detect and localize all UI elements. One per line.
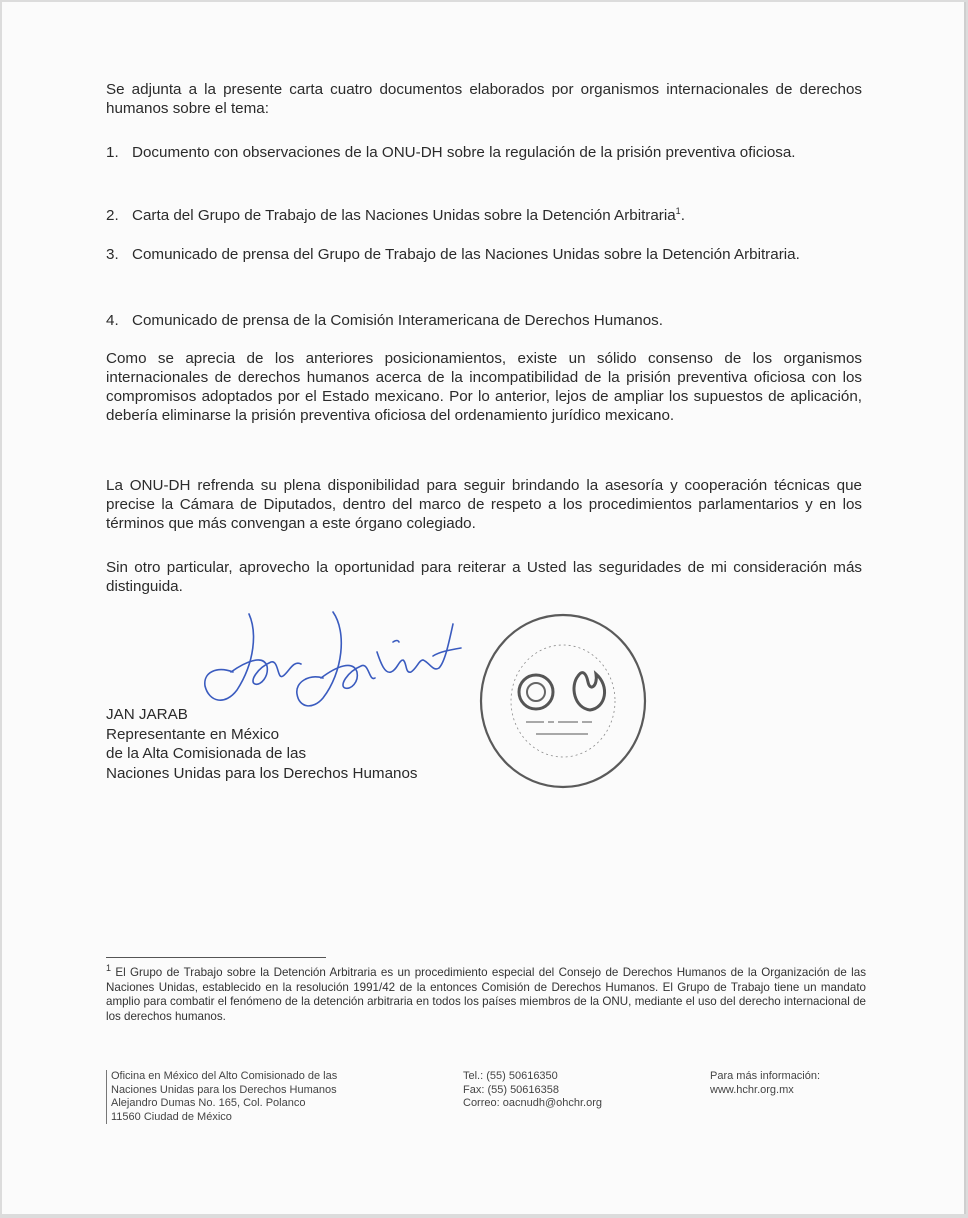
list-item-text: Comunicado de prensa del Grupo de Trabajo de las Naciones Unidas sobre la Detención Arbitraria. <box>132 246 800 263</box>
list-item-number: 4. <box>106 312 119 329</box>
footer-contact <box>463 1070 683 1111</box>
footer-address-line: 11560 Ciudad de México <box>111 1110 232 1123</box>
official-seal <box>478 612 648 790</box>
footer-phone: Tel.: (55) 50616350 <box>463 1070 558 1082</box>
list-item <box>106 245 862 264</box>
footnote-marker: 1 <box>106 963 112 974</box>
list-item-text <box>132 206 862 225</box>
signatory-title-line: Representante en México <box>106 725 280 743</box>
availability-paragraph: La ONU-DH refrenda su plena disponibilidad para seguir brindando la asesoría y cooperación técnicas que precise la Cámara de Diputados, dentro del marco de respeto a los procedimientos parlamentarios y en los términos que más convengan a este órgano colegiado. <box>106 477 862 532</box>
footer-address-line: Alejandro Dumas No. 165, Col. Polanco <box>111 1097 306 1109</box>
list-item <box>106 206 862 225</box>
footnote-reference: 1 <box>675 205 681 216</box>
list-item <box>106 143 862 162</box>
list-item-text: Documento con observaciones de la ONU-DH sobre la regulación de la prisión preventiva oficiosa. <box>132 144 796 161</box>
footnote-divider <box>106 957 326 958</box>
list-item-number: 3. <box>106 246 119 263</box>
signatory-title-line: de la Alta Comisionada de las <box>106 745 307 762</box>
list-item-main-text: Carta del Grupo de Trabajo de las Naciones Unidas sobre la Detención Arbitraria <box>132 207 676 224</box>
signatory-block <box>106 705 418 783</box>
intro-paragraph: Se adjunta a la presente carta cuatro documentos elaborados por organismos internacionales de derechos humanos sobre el tema: <box>106 81 862 117</box>
footer-address-line: Naciones Unidas para los Derechos Humanos <box>111 1083 337 1096</box>
signatory-name: JAN JARAB <box>106 706 188 723</box>
list-item <box>106 311 862 330</box>
footer-info <box>710 1070 880 1097</box>
list-item-end-punct: . <box>680 207 685 224</box>
footer-address <box>106 1070 411 1124</box>
consensus-paragraph: Como se aprecia de los anteriores posicionamientos, existe un sólido consenso de los organismos internacionales de derechos humanos acerca de la incompatibilidad de la prisión preventiva oficiosa con los compromisos adoptados por el Estado mexicano. Por lo anterior, lejos de ampliar los supuestos de aplicación, debería eliminarse la prisión preventiva oficiosa del ordenamiento jurídico mexicano. <box>106 350 862 424</box>
footer-email: Correo: oacnudh@ohchr.org <box>463 1097 602 1109</box>
footer-info-label: Para más información: <box>710 1070 821 1082</box>
handwritten-signature <box>197 602 467 722</box>
footer-fax: Fax: (55) 50616358 <box>463 1083 560 1096</box>
footer-website: www.hchr.org.mx <box>710 1083 794 1096</box>
closing-paragraph: Sin otro particular, aprovecho la oportunidad para reiterar a Usted las seguridades de mi consideración más distinguida. <box>106 559 862 595</box>
list-item-number: 1. <box>106 144 119 161</box>
letter-page <box>2 2 966 1214</box>
list-item-number: 2. <box>106 207 119 224</box>
footnote-text: El Grupo de Trabajo sobre la Detención Arbitraria es un procedimiento especial del Consejo de Derechos Humanos de la Organización de las Naciones Unidas, establecido en la resolución 1991/42 de la entonces Comisión de Derechos Humanos. El Grupo de Trabajo tiene un mandato amplio para combatir el fenómeno de la detención arbitraria en todos los países miembros de la ONU, mediante el uso del derecho internacional de los derechos humanos. <box>106 966 866 1023</box>
footnote <box>106 963 866 1024</box>
signatory-title-line: Naciones Unidas para los Derechos Humanos <box>106 764 418 782</box>
list-item-text: Comunicado de prensa de la Comisión Interamericana de Derechos Humanos. <box>132 312 663 329</box>
footer-address-line: Oficina en México del Alto Comisionado de las <box>111 1070 338 1082</box>
